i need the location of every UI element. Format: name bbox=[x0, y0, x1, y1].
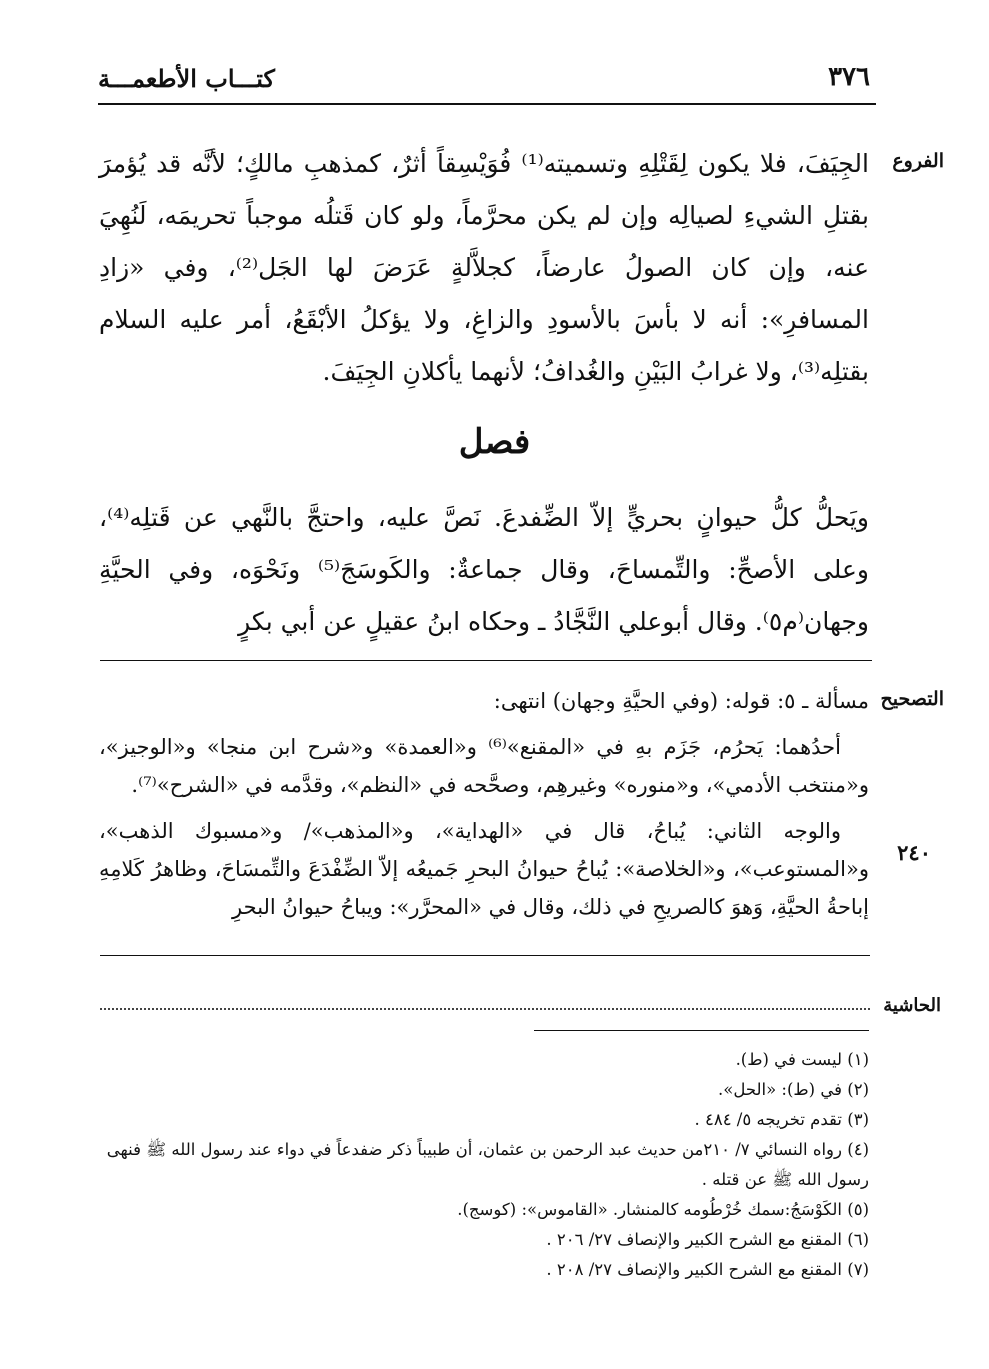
tashih-label: التصحيح bbox=[880, 688, 944, 710]
section-heading: فصل bbox=[458, 422, 531, 462]
footnote-item: (٤) رواه النسائي ٧/ ٢١٠من حديث عبد الرحمن بن عثمان، أن طبيباً ذكر ضفدعاً في دواء عند رسول الله ﷺ فنهى رسول الله ﷺ عن قتله . bbox=[106, 1140, 869, 1189]
main-paragraph-1: الجِيَفَ، فلا يكون لِقَتْلِهِ وتسميته⁽¹⁾ فُوَيْسِقاً أثرٌ، كمذهبِ مالكٍ؛ لأنَّه قد يُؤمرَ بقتلِ الشيءِ لصيالِه وإن لم يكن محرَّماً، ولو كان قَتلُه موجباً تحريمَه، لَنُهِيَ عنه، وإن كان الصولُ عارضاً، كجلاَّلةٍ عَرَضَ لها الجَل⁽²⁾، وفي «زادِ المسافرِ»: أنه لا بأسَ بالأسودِ والزاغِ، ولا يؤكلُ الأبْقَعُ، أمر عليه السلام بقتلِه⁽³⁾، ولا غرابُ البَيْنِ والغُدافُ؛ لأنهما يأكلانِ الجِيَفَ. bbox=[99, 149, 869, 386]
furu-label: الفروع bbox=[892, 150, 944, 172]
section-divider bbox=[100, 660, 872, 661]
margin-number: ٢٤٠ bbox=[897, 840, 931, 865]
footnote-item: (٣) تقدم تخريجه ٥/ ٤٨٤ . bbox=[694, 1110, 869, 1129]
footnote-rule bbox=[534, 1030, 869, 1031]
footnote-item: (٧) المقنع مع الشرح الكبير والإنصاف ٢٧/ ٢٠٨ . bbox=[546, 1260, 869, 1279]
footnote-item: (٥) الكَوْسَجُ:سمك خُرْطُومه كالمنشار. «القاموس»: (كوسج). bbox=[457, 1200, 869, 1219]
tashih-paragraph-1: أحدُهما: يَحرُم، جَزَم بهِ في «المقنع»⁽⁶⁾ و«العمدة» و«شرح ابن منجا» و«الوجيز»، و«منتخب الأدمي»، و«منوره» وغيرهِم، وصحَّحه في «النظم»، وقدَّمه في «الشرح»⁽⁷⁾. bbox=[99, 735, 869, 797]
hashiya-dotted-line bbox=[100, 1008, 870, 1010]
main-paragraph-2: ويَحلُّ كلُّ حيوانٍ بحريٍّ إلاّ الضِّفدعَ. نَصَّ عليه، واحتجَّ بالنَّهي عن قَتلِه⁽⁴⁾، وعلى الأصحِّ: والتِّمساحَ، وقال جماعةٌ: والكَوسَجَ⁽⁵⁾ ونَحْوَه، وفي الحيَّةِ وجهان⁽م٥⁾. وقال أبوعلي النَّجَّادُ ـ وحكاه ابنُ عقيلٍ عن أبي بكرٍ bbox=[99, 503, 869, 636]
footnote-item: (١) ليست في (ط). bbox=[735, 1050, 869, 1069]
tashih-text bbox=[99, 682, 869, 934]
tashih-paragraph-2: والوجه الثاني: يُباحُ، قال في «الهداية»، و«المذهب»/ و«مسبوك الذهب»، و«المستوعب»، و«الخلاصة»: يُباحُ حيوانُ البحرِ جَميعُه إلاّ الضِّفْدَعَ والتِّمسَاحَ، وظاهرُ كَلامِهِ إباحةُ الحيَّةِ، وَهوَ كالصريحِ في ذلك، وقال في «المحرَّر»: ويباحُ حيوانُ البحرِ bbox=[99, 819, 869, 919]
page-number: ٣٧٦ bbox=[828, 62, 870, 92]
footnotes bbox=[99, 1045, 869, 1285]
main-text-1 bbox=[99, 138, 869, 398]
hashiya-label: الحاشية bbox=[883, 995, 941, 1016]
tashih-underline bbox=[100, 955, 870, 956]
footnote-item: (٦) المقنع مع الشرح الكبير والإنصاف ٢٧/ ٢٠٦ . bbox=[546, 1230, 869, 1249]
header-rule bbox=[98, 103, 876, 105]
main-text-2 bbox=[99, 492, 869, 648]
book-title: كتـــاب الأطعمـــة bbox=[98, 64, 275, 93]
page-header bbox=[98, 62, 870, 98]
footnote-item: (٢) في (ط): «الحل». bbox=[717, 1080, 869, 1099]
tashih-line-1: مسألة ـ ٥: قوله: (وفي الحيَّةِ وجهان) انتهى: bbox=[493, 689, 869, 713]
